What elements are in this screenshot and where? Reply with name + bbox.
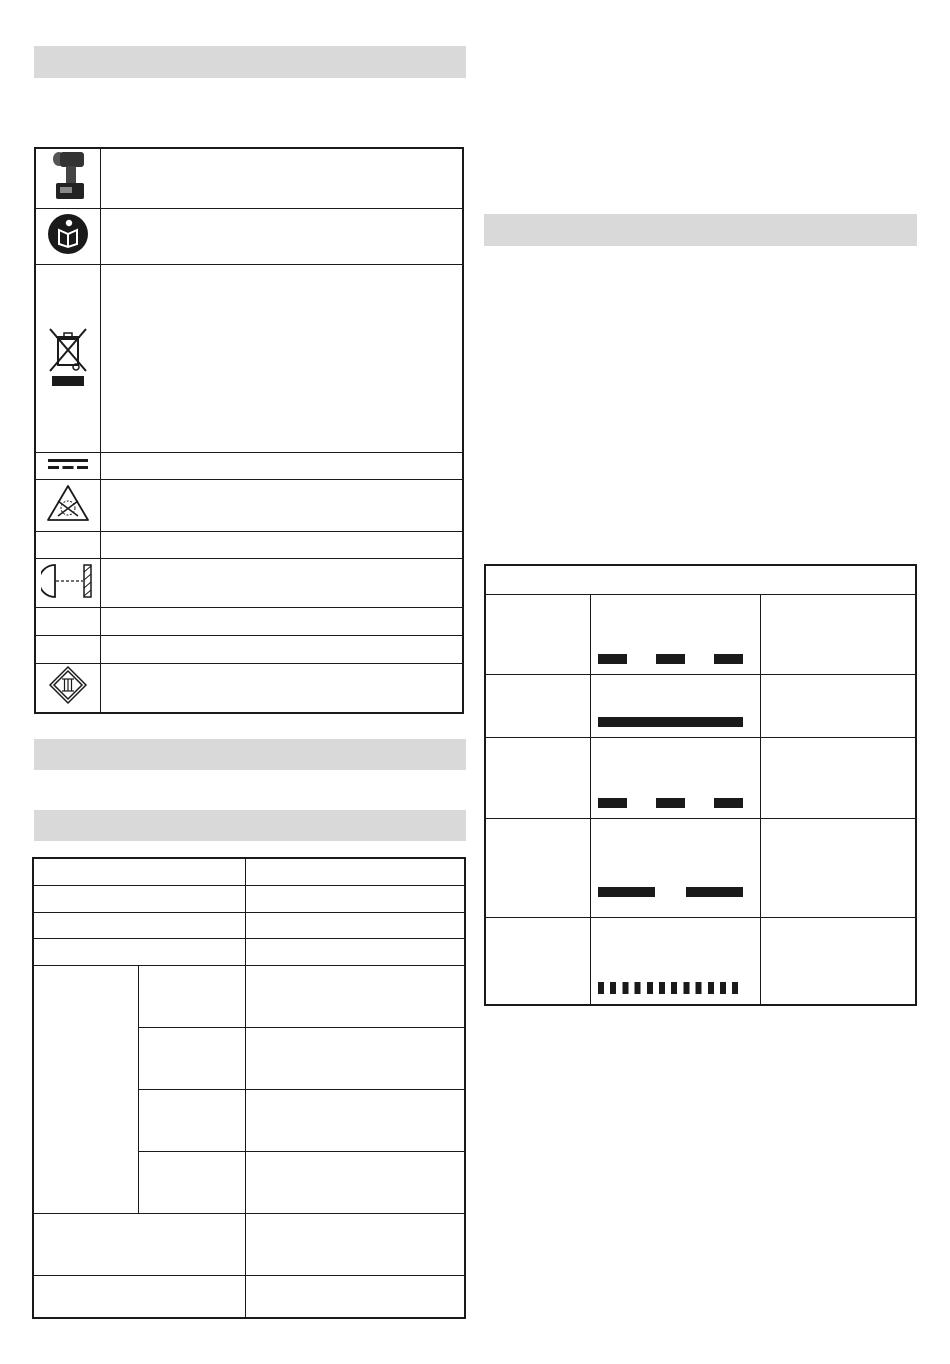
spec-sublabel-cell [139, 1089, 246, 1151]
symbol-cell [35, 664, 101, 713]
spec-value-cell [245, 885, 465, 912]
spec-value-cell [245, 858, 465, 885]
indicator-state-cell [485, 737, 591, 818]
symbol-description [101, 148, 464, 209]
table-row [33, 1213, 465, 1275]
symbol-description [101, 209, 464, 265]
symbol-cell [35, 453, 101, 480]
table-row [33, 912, 465, 938]
symbol-cell [35, 480, 101, 532]
indicator-pattern-cell [591, 818, 761, 917]
lamp-distance-icon [41, 562, 95, 600]
symbol-cell [35, 559, 101, 608]
symbol-description [101, 559, 464, 608]
spec-value-cell [245, 1089, 465, 1151]
symbol-cell-empty [35, 532, 101, 559]
spec-sublabel-cell [139, 1027, 246, 1089]
symbol-description [101, 453, 464, 480]
symbol-row [35, 636, 463, 664]
spec-label-cell [33, 1213, 245, 1275]
crossed-out-wheeled-bin-icon [46, 325, 90, 387]
symbol-cell [35, 148, 101, 209]
table-row [33, 858, 465, 885]
indicator-pattern-block [686, 887, 743, 897]
section-bar-technical-data [34, 810, 466, 841]
symbol-row [35, 559, 463, 608]
table-row [33, 965, 465, 1027]
indicator-meaning-cell [761, 737, 916, 818]
indicator-meaning-cell [761, 818, 916, 917]
spec-label-cell [33, 885, 245, 912]
indicator-fast-flash-pattern [598, 982, 743, 994]
spec-label-cell [33, 912, 245, 938]
table-row [485, 818, 916, 917]
table-row [485, 594, 916, 674]
indicator-pattern-cell [591, 737, 761, 818]
symbol-row [35, 608, 463, 636]
indicator-state-cell [485, 674, 591, 737]
section-bar-left-middle [34, 739, 466, 770]
indicator-state-cell [485, 917, 591, 1005]
spec-value-cell [245, 912, 465, 938]
symbol-cell-empty [35, 608, 101, 636]
indicator-pattern-cell [591, 594, 761, 674]
symbol-description [101, 608, 464, 636]
spec-value-cell [245, 965, 465, 1027]
indicator-state-cell [485, 594, 591, 674]
symbol-description [101, 532, 464, 559]
symbol-row [35, 265, 463, 453]
spec-value-cell [245, 938, 465, 965]
read-manual-icon [47, 213, 89, 255]
symbol-row [35, 664, 463, 713]
section-bar-right-top [484, 214, 917, 246]
indicator-pattern-cell [591, 674, 761, 737]
table-row [33, 1275, 465, 1318]
cordless-drill-icon [46, 149, 90, 203]
symbol-row [35, 148, 463, 209]
symbol-description [101, 265, 464, 453]
table-row [33, 938, 465, 965]
symbols-table [34, 147, 464, 714]
spec-group-label-cell [33, 965, 139, 1213]
indicator-meaning-cell [761, 594, 916, 674]
indicator-meaning-cell [761, 674, 916, 737]
symbol-cell [35, 209, 101, 265]
spec-value-cell [245, 1151, 465, 1213]
spec-sublabel-cell [139, 965, 246, 1027]
spec-label-cell [33, 1275, 245, 1318]
indicator-state-cell [485, 818, 591, 917]
indicator-pattern-block [714, 798, 743, 808]
spec-value-cell [245, 1213, 465, 1275]
table-row [485, 737, 916, 818]
symbol-description [101, 636, 464, 664]
protection-class-iii-icon [48, 665, 88, 705]
symbol-cell-empty [35, 636, 101, 664]
symbol-row [35, 532, 463, 559]
spec-value-cell [245, 1027, 465, 1089]
table-header-row [485, 565, 916, 594]
indicator-pattern-cell [591, 917, 761, 1005]
spec-value-cell [245, 1275, 465, 1318]
technical-data-table [32, 857, 466, 1319]
symbol-description [101, 480, 464, 532]
indicator-pattern-block [598, 717, 743, 727]
table-row [485, 917, 916, 1005]
symbol-row [35, 453, 463, 480]
do-not-look-into-light-icon [45, 483, 91, 523]
indicator-table [484, 564, 917, 1006]
indicator-pattern-block [598, 887, 655, 897]
indicator-header-cell [485, 565, 916, 594]
indicator-pattern-block [714, 654, 743, 664]
symbol-description [101, 664, 464, 713]
spec-sublabel-cell [139, 1151, 246, 1213]
table-row [485, 674, 916, 737]
symbol-row [35, 480, 463, 532]
symbol-row [35, 209, 463, 265]
section-bar-symbols [34, 46, 466, 78]
symbol-cell [35, 265, 101, 453]
table-row [33, 885, 465, 912]
spec-label-cell [33, 938, 245, 965]
direct-current-icon [46, 457, 90, 471]
indicator-pattern-block [656, 654, 685, 664]
indicator-pattern-block [656, 798, 685, 808]
indicator-pattern-block [598, 654, 627, 664]
spec-label-cell [33, 858, 245, 885]
indicator-pattern-block [598, 798, 627, 808]
indicator-meaning-cell [761, 917, 916, 1005]
